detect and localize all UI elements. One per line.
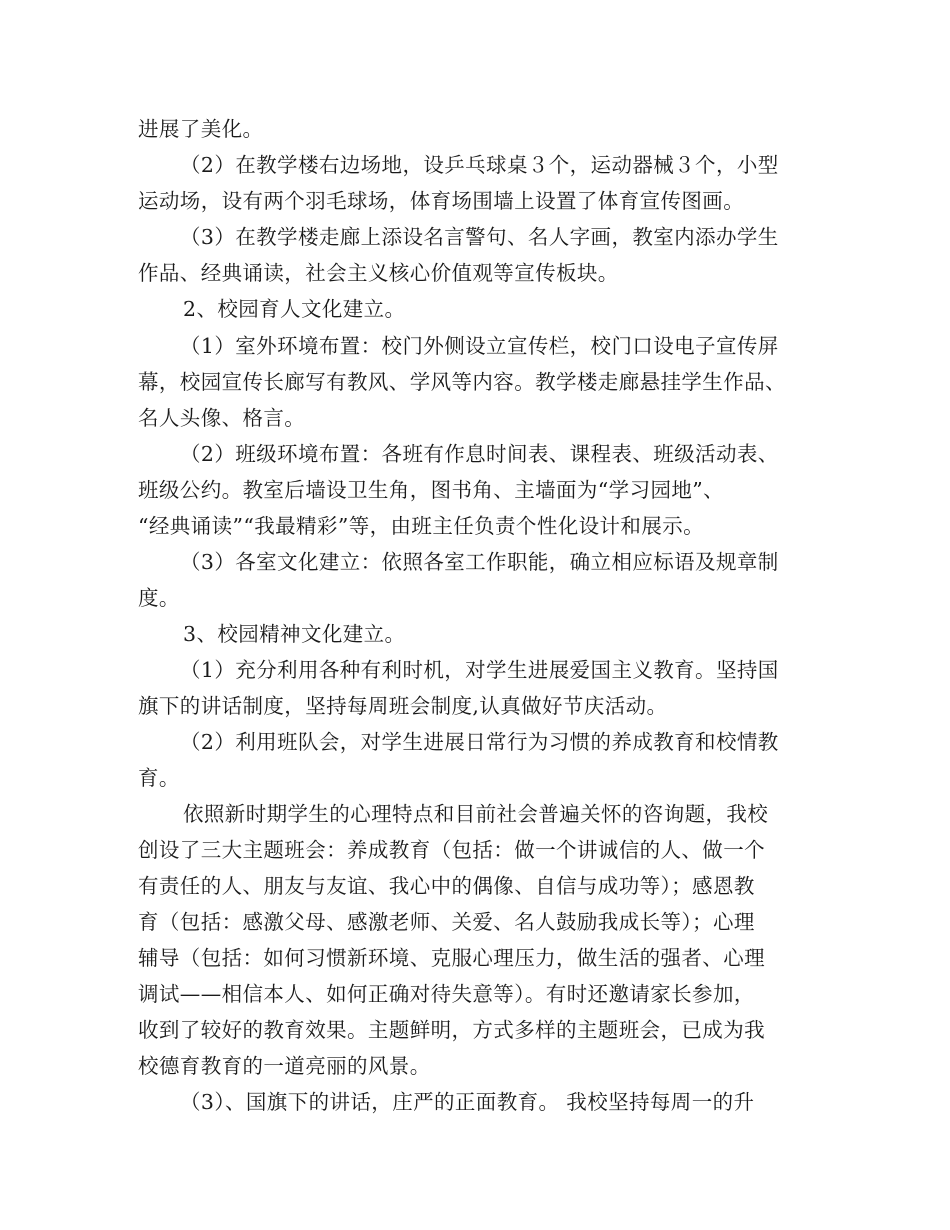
text-line: （3）、国旗下的讲话，庄严的正面教育。 我校坚持每周一的升 (180, 1090, 755, 1114)
text-line: 作品、经典诵读，社会主义核心价值观等宣传板块。 (138, 261, 619, 285)
text-line: 3、校园精神文化建立。 (183, 622, 406, 646)
text-line: 育（包括：感激父母、感激老师、关爱、名人鼓励我成长等）；心理 (138, 910, 755, 934)
text-line: 2、校园育人文化建立。 (183, 297, 406, 321)
text-line: 进展了美化。 (138, 117, 264, 141)
text-line: 运动场，设有两个羽毛球场，体育场围墙上设置了体育宣传图画。 (138, 189, 745, 213)
text-line: “经典诵读”“我最精彩”等，由班主任负责个性化设计和展示。 (138, 514, 705, 538)
text-line: （2）在教学楼右边场地，设乒乓球桌３个，运动器械３个，小型 (180, 153, 779, 177)
text-line: （1）室外环境布置：校门外侧设立宣传栏，校门口设电子宣传屏 (180, 334, 779, 358)
text-line: （2）班级环境布置：各班有作息时间表、课程表、班级活动表、 (180, 442, 779, 466)
text-line: 收到了较好的教育效果。主题鲜明，方式多样的主题班会，已成为我 (138, 1018, 765, 1042)
text-line: 名人头像、格言。 (138, 406, 306, 430)
text-line: 度。 (138, 586, 180, 610)
text-line: 依照新时期学生的心理特点和目前社会普遍关怀的咨询题，我校 (183, 802, 769, 826)
text-line: （2）利用班队会，对学生进展日常行为习惯的养成教育和校情教 (180, 730, 779, 754)
text-line: 调试——相信本人、如何正确对待失意等）。有时还邀请家长参加， (138, 982, 755, 1006)
text-line: （1）充分利用各种有利时机，对学生进展爱国主义教育。坚持国 (180, 658, 779, 682)
text-line: 辅导（包括：如何习惯新环境、克服心理压力，做生活的强者、心理 (138, 946, 765, 970)
text-line: （3）各室文化建立：依照各室工作职能，确立相应标语及规章制 (180, 550, 779, 574)
text-line: 幕，校园宣传长廊写有教风、学风等内容。教学楼走廊悬挂学生作品、 (138, 370, 786, 394)
text-line: 创设了三大主题班会：养成教育（包括：做一个讲诚信的人、做一个 (138, 838, 765, 862)
text-line: （3）在教学楼走廊上添设名言警句、名人字画，教室内添办学生 (180, 225, 779, 249)
text-line: 育。 (138, 766, 180, 790)
text-line: 班级公约。教室后墙设卫生角，图书角、主墙面为“学习园地”、 (138, 478, 725, 502)
text-line: 旗下的讲话制度，坚持每周班会制度,认真做好节庆活动。 (138, 694, 668, 718)
text-line: 校德育教育的一道亮丽的风景。 (138, 1054, 431, 1078)
text-line: 有责任的人、朋友与友谊、我心中的偶像、自信与成功等）；感恩教 (138, 874, 755, 898)
